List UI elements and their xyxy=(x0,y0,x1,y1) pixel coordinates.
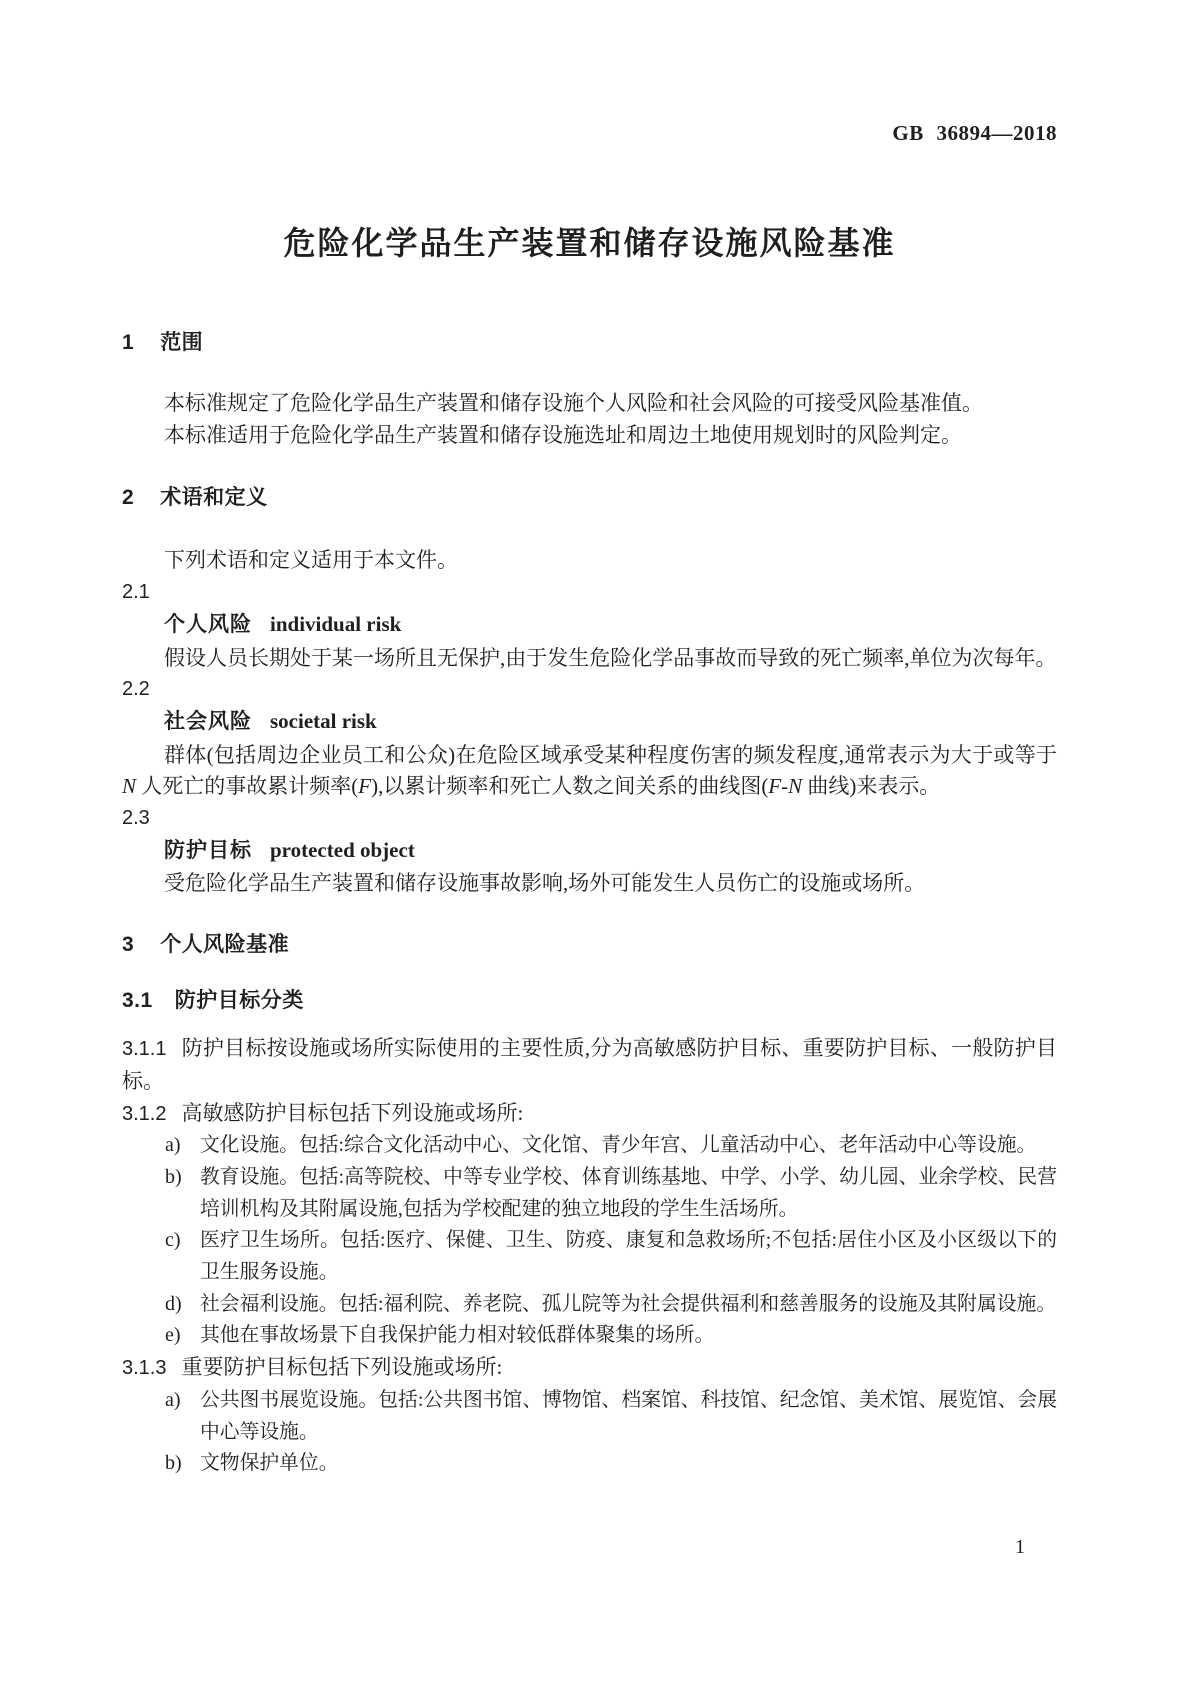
high-sensitivity-targets-list xyxy=(122,1130,1057,1352)
term-definition xyxy=(122,740,1057,803)
clause-312-paragraph xyxy=(122,1098,1057,1131)
definition-text: 人死亡的事故累计频率( xyxy=(136,774,359,799)
subsection-31-heading xyxy=(122,985,1057,1017)
list-item xyxy=(122,1385,1057,1448)
term-block-societal-risk xyxy=(122,674,1057,803)
term-definition: 假设人员长期处于某一场所且无保护,由于发生危险化学品事故而导致的死亡频率,单位为次每年。 xyxy=(164,645,1057,670)
variable-F: F xyxy=(358,774,372,799)
list-item-text: 医疗卫生场所。包括:医疗、保健、卫生、防疫、康复和急救场所;不包括:居住小区及小区级以下的卫生服务设施。 xyxy=(200,1229,1057,1284)
clause-text: 防护目标按设施或场所实际使用的主要性质,分为高敏感防护目标、重要防护目标、一般防护目标。 xyxy=(122,1036,1057,1093)
term-name-en: individual risk xyxy=(270,611,402,636)
clause-text: 高敏感防护目标包括下列设施或场所: xyxy=(181,1100,524,1125)
term-name-cn: 个人风险 xyxy=(164,612,252,636)
standard-code: GB 36894—2018 xyxy=(892,121,1057,145)
clause-313-paragraph xyxy=(122,1352,1057,1385)
variable-FN: F-N xyxy=(768,774,803,799)
term-title xyxy=(122,706,1057,740)
list-item xyxy=(122,1225,1057,1288)
term-number: 2.2 xyxy=(122,678,150,701)
list-marker: d) xyxy=(165,1292,182,1315)
list-item-text: 教育设施。包括:高等院校、中等专业学校、体育训练基地、中学、小学、幼儿园、业余学校、民营培训机构及其附属设施,包括为学校配建的独立地段的学生生活场所。 xyxy=(200,1165,1057,1220)
list-item-text: 文化设施。包括:综合文化活动中心、文化馆、青少年宫、儿童活动中心、老年活动中心等设施。 xyxy=(200,1134,1037,1157)
term-name-en: protected object xyxy=(270,837,415,862)
section-number: 2 xyxy=(122,486,135,510)
term-definition: 受危险化学品生产装置和储存设施事故影响,场外可能发生人员伤亡的设施或场所。 xyxy=(164,871,926,896)
term-number: 2.1 xyxy=(122,581,150,604)
list-item xyxy=(122,1289,1057,1321)
term-number: 2.3 xyxy=(122,807,150,830)
paragraph-scope-2: 本标准适用于危险化学品生产装置和储存设施选址和周边土地使用规划时的风险判定。 xyxy=(164,422,962,447)
clause-text: 重要防护目标包括下列设施或场所: xyxy=(181,1355,503,1380)
clause-311-paragraph xyxy=(122,1033,1057,1097)
section-title: 术语和定义 xyxy=(160,486,268,510)
term-block-protected-object xyxy=(122,803,1057,900)
list-item-text: 文物保护单位。 xyxy=(200,1452,339,1475)
clause-number: 3.1.3 xyxy=(122,1357,167,1380)
definition-text: ),以累计频率和死亡人数之间关系的曲线图( xyxy=(371,774,769,799)
clause-number: 3.1.2 xyxy=(122,1102,167,1125)
list-item xyxy=(122,1320,1057,1352)
section-3-heading xyxy=(122,929,1057,961)
page-number: 1 xyxy=(1015,1536,1025,1558)
important-targets-list xyxy=(122,1385,1057,1480)
term-name-en: societal risk xyxy=(270,708,377,733)
term-name-cn: 社会风险 xyxy=(164,709,252,733)
page-content xyxy=(122,0,1057,1480)
list-marker: e) xyxy=(165,1324,181,1347)
list-marker: a) xyxy=(165,1134,181,1157)
clause-number: 3.1.1 xyxy=(122,1038,167,1061)
list-item xyxy=(122,1448,1057,1480)
paragraph-scope-1: 本标准规定了危险化学品生产装置和储存设施个人风险和社会风险的可接受风险基准值。 xyxy=(164,391,983,415)
section-title: 范围 xyxy=(160,331,204,354)
section-2-heading xyxy=(122,482,1057,514)
list-item xyxy=(122,1130,1057,1162)
list-item xyxy=(122,1162,1057,1225)
term-title xyxy=(122,835,1057,869)
section-1-heading xyxy=(122,327,1057,359)
section-number: 1 xyxy=(122,331,135,354)
subsection-number: 3.1 xyxy=(122,989,153,1013)
subsection-title: 防护目标分类 xyxy=(174,989,304,1013)
variable-N: N xyxy=(122,774,137,799)
doc-title: 危险化学品生产装置和储存设施风险基准 xyxy=(283,225,896,261)
section-title: 个人风险基准 xyxy=(160,933,290,957)
list-marker: c) xyxy=(165,1229,181,1252)
term-title xyxy=(122,609,1057,643)
term-block-individual-risk xyxy=(122,577,1057,674)
list-marker: a) xyxy=(165,1388,181,1411)
terms-intro-paragraph: 下列术语和定义适用于本文件。 xyxy=(164,548,458,573)
list-item-text: 社会福利设施。包括:福利院、养老院、孤儿院等为社会提供福利和慈善服务的设施及其附属设施。 xyxy=(200,1292,1057,1315)
list-item-text: 公共图书展览设施。包括:公共图书馆、博物馆、档案馆、科技馆、纪念馆、美术馆、展览馆、会展中心等设施。 xyxy=(200,1388,1057,1443)
definition-text: 群体(包括周边企业员工和公众)在危险区域承受某种程度伤害的频发程度,通常表示为大于或等于 xyxy=(164,742,1057,767)
list-marker: b) xyxy=(165,1165,182,1188)
list-item-text: 其他在事故场景下自我保护能力相对较低群体聚集的场所。 xyxy=(200,1324,715,1347)
list-marker: b) xyxy=(165,1452,182,1475)
section-number: 3 xyxy=(122,933,135,957)
definition-text: 曲线)来表示。 xyxy=(802,774,941,799)
term-name-cn: 防护目标 xyxy=(164,838,252,862)
